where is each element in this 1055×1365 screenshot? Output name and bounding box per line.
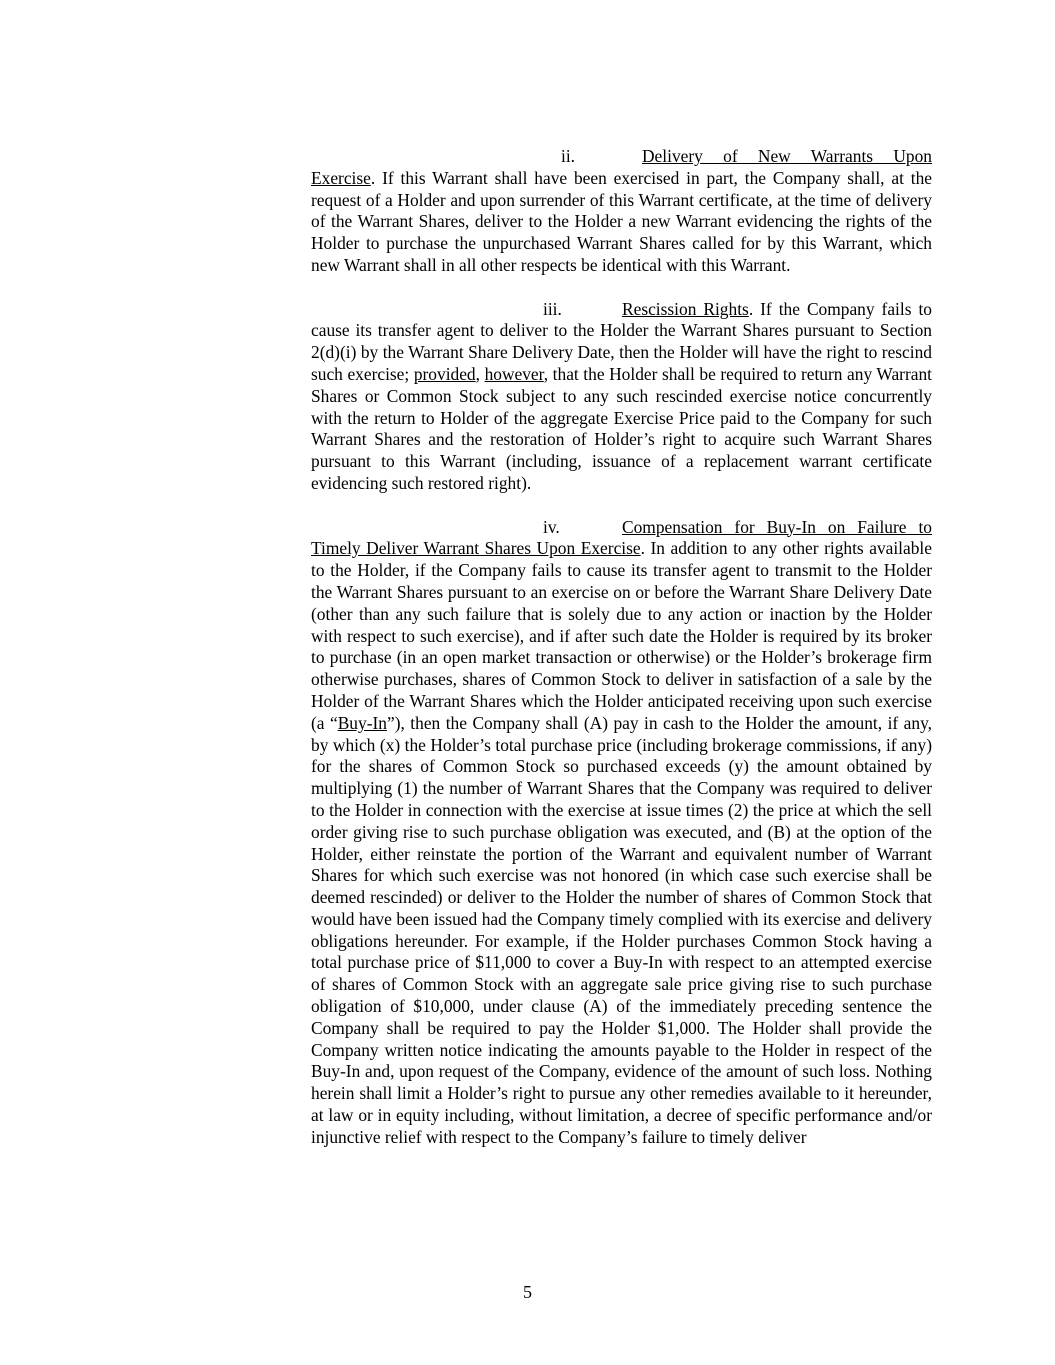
section-iv-body-a: . In addition to any other rights available to the Holder, if the Company fails to cause its transfer agent to transmit to the Holder the Warrant Shares pursuant to an exercise on or before the Warrant Share Delivery Date (other than any such failure that is solely due to any action or inaction by the Holder with respect to such exercise), and if after such date the Holder is required by its broker to purchase (in an open market transaction or otherwise) or the Holder’s brokerage firm otherwise purchases, shares of Common Stock to deliver in satisfaction of a sale by the Holder of the Warrant Shares which the Holder anticipated receiving upon such exercise (a “: [311, 538, 932, 733]
section-iii-sep: ,: [475, 363, 485, 384]
section-iii-paragraph: [311, 299, 932, 495]
section-iv-heading-line2: Timely Deliver Warrant Shares Upon Exercise: [311, 538, 641, 559]
section-iii-body-a: . If the Company fails to cause its transfer agent to deliver to the Holder the Warrant Shares pursuant to Section 2(d)(i) by the Warrant Share Delivery Date, then the Holder will have the right to rescind such exercise;: [311, 298, 932, 384]
section-ii-heading-line1: Delivery of New Warrants Upon: [642, 146, 932, 166]
section-iv-first-line: [311, 517, 932, 539]
section-iii-however: however: [484, 363, 544, 384]
section-iv-defined-term: Buy-In: [337, 712, 387, 733]
section-ii-numeral: ii.: [561, 146, 576, 166]
section-iv-heading-line1: Compensation for Buy-In on Failure to: [622, 516, 932, 537]
body-text: [311, 146, 932, 1170]
section-iv: [311, 517, 932, 1149]
section-iii-heading: Rescission Rights: [622, 298, 749, 319]
section-ii-heading-line2: Exercise: [311, 167, 371, 188]
section-iii-numeral: iii.: [543, 298, 562, 319]
section-ii-paragraph: [311, 168, 932, 277]
section-iii-provided: provided: [413, 363, 476, 384]
section-ii-first-line: [311, 146, 932, 168]
section-iii-body-b: , that the Holder shall be required to return any Warrant Shares or Common Stock subject to any such rescinded exercise notice concurrently with the return to Holder of the aggregate Exercise Price paid to the Company for such Warrant Shares and the restoration of Holder’s right to acquire such Warrant Shares pursuant to this Warrant (including, issuance of a replacement warrant certificate evidencing such restored right).: [311, 363, 932, 493]
section-iii: [311, 299, 932, 495]
section-iv-body-b: ”), then the Company shall (A) pay in cash to the Holder the amount, if any, by which (x) the Holder’s total purchase price (including brokerage commissions, if any) for the shares of Common Stock so purchased exceeds (y) the amount obtained by multiplying (1) the number of Warrant Shares that the Company was required to deliver to the Holder in connection with the exercise at issue times (2) the price at which the sell order giving rise to such purchase obligation was executed, and (B) at the option of the Holder, either reinstate the portion of the Warrant and equivalent number of Warrant Shares for which such exercise was not honored (in which case such exercise shall be deemed rescinded) or deliver to the Holder the number of shares of Common Stock that would have been issued had the Company timely complied with its exercise and delivery obligations hereunder. For example, if the Holder purchases Common Stock having a total purchase price of $11,000 to cover a Buy-In with respect to an attempted exercise of shares of Common Stock with an aggregate sale price giving rise to such purchase obligation of $10,000, under clause (A) of the immediately preceding sentence the Company shall be required to pay the Holder $1,000. The Holder shall provide the Company written notice indicating the amounts payable to the Holder in respect of the Buy-In and, upon request of the Company, evidence of the amount of such loss. Nothing herein shall limit a Holder’s right to pursue any other remedies available to it hereunder, at law or in equity including, without limitation, a decree of specific performance and/or injunctive relief with respect to the Company’s failure to timely deliver: [311, 712, 932, 1147]
section-ii-body: . If this Warrant shall have been exercised in part, the Company shall, at the request of a Holder and upon surrender of this Warrant certificate, at the time of delivery of the Warrant Shares, deliver to the Holder a new Warrant evidencing the rights of the Holder to purchase the unpurchased Warrant Shares called for by this Warrant, which new Warrant shall in all other respects be identical with this Warrant.: [311, 167, 932, 275]
page-number: 5: [523, 1282, 532, 1302]
section-iv-numeral: iv.: [543, 516, 560, 537]
section-iv-paragraph: [311, 538, 932, 1148]
section-ii: [311, 146, 932, 277]
